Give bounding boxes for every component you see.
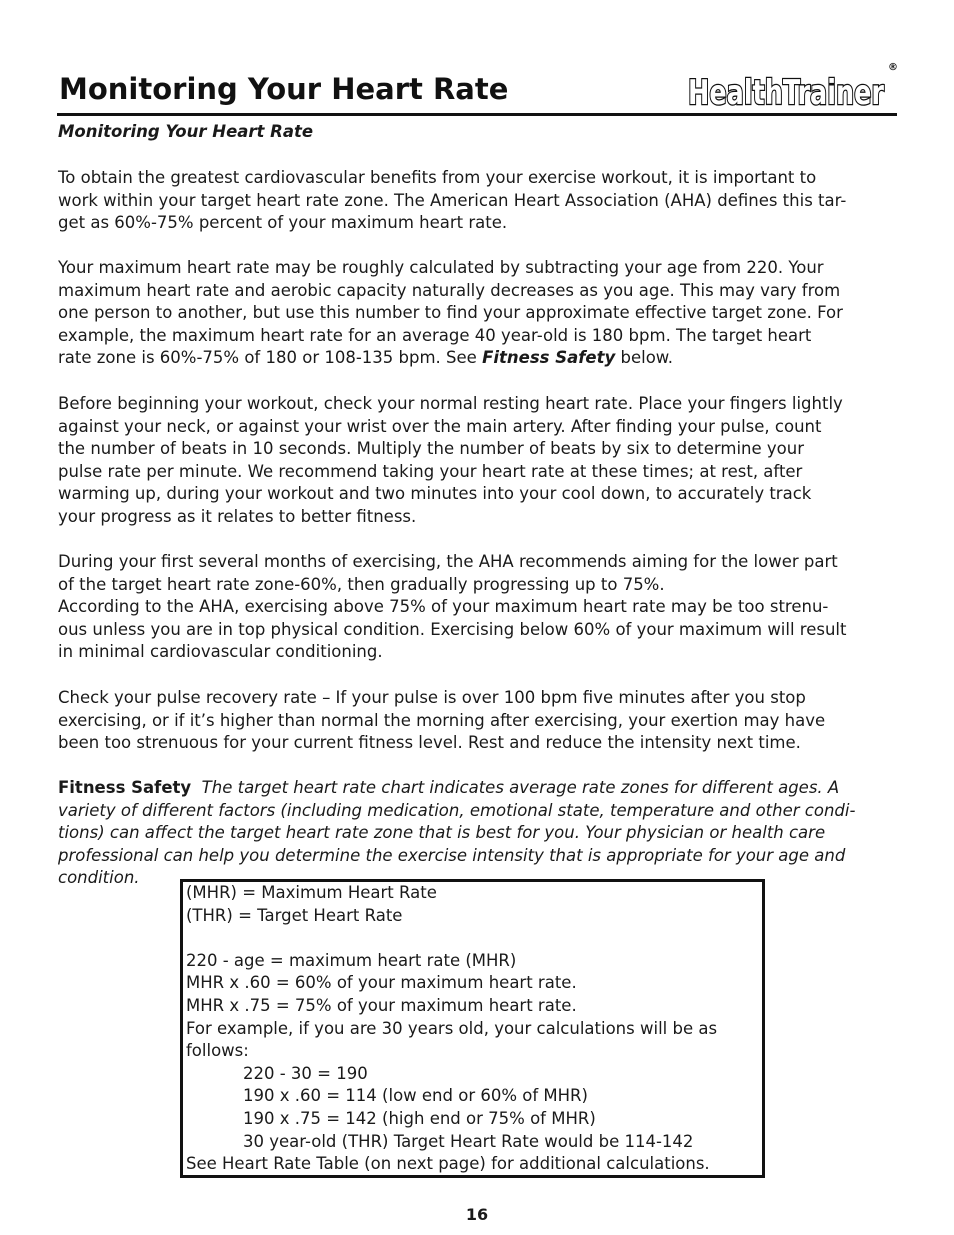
page-title: Monitoring Your Heart Rate — [59, 72, 509, 106]
text-segment: rate zone is 60%-75% of 180 or 108-135 bpm. See — [58, 348, 483, 368]
text-segment: below. — [615, 348, 674, 368]
text-line: tions) can affect the target heart rate zone that is best for you. Your physician or health care — [58, 823, 826, 843]
text-line: professional can help you determine the exercise intensity that is appropriate for your age and — [58, 845, 846, 865]
formula-line: follows: — [186, 1041, 249, 1061]
text-line: Check your pulse recovery rate – If your pulse is over 100 bpm five minutes after you stop — [58, 688, 806, 707]
example-line: 30 year-old (THR) Target Heart Rate would be 114-142 — [243, 1131, 694, 1151]
formula-line: MHR x .60 = 60% of your maximum heart rate. — [186, 973, 577, 993]
text-line: According to the AHA, exercising above 75% of your maximum heart rate may be too strenu- — [58, 597, 829, 617]
paragraph-max-heart-rate — [58, 257, 900, 370]
spacer — [186, 927, 762, 950]
text-line: To obtain the greatest cardiovascular benefits from your exercise workout, it is important to — [58, 168, 817, 187]
box-footer-line: See Heart Rate Table (on next page) for additional calculations. — [186, 1154, 710, 1174]
text-line: the number of beats in 10 seconds. Multiply the number of beats by six to determine your — [58, 439, 805, 459]
text-line: maximum heart rate and aerobic capacity naturally decreases as you age. This may vary from — [58, 280, 841, 300]
definition-line: (THR) = Target Heart Rate — [186, 905, 403, 925]
paragraph-resting-heart-rate — [58, 393, 900, 529]
definition-line: (MHR) = Maximum Heart Rate — [186, 883, 437, 902]
example-line: 220 - 30 = 190 — [243, 1063, 368, 1083]
fitness-safety-reference: Fitness Safety — [482, 348, 616, 368]
section-subtitle: Monitoring Your Heart Rate — [58, 122, 314, 141]
example-line: 190 x .60 = 114 (low end or 60% of MHR) — [243, 1086, 588, 1106]
logo-text: HealthTrainer — [688, 73, 885, 113]
text-line: pulse rate per minute. We recommend taking your heart rate at these times; at rest, after — [58, 461, 803, 481]
text-line: exercising, or if it’s higher than normal the morning after exercising, your exertion may have — [58, 710, 826, 730]
text-line: of the target heart rate zone-60%, then gradually progressing up to 75%. — [58, 574, 665, 594]
text-line: work within your target heart rate zone. The American Heart Association (AHA) defines this tar- — [58, 190, 847, 210]
formula-line: MHR x .75 = 75% of your maximum heart rate. — [186, 995, 577, 1015]
text-line: Before beginning your workout, check your normal resting heart rate. Place your fingers lightly — [58, 394, 843, 413]
text-line: in minimal cardiovascular conditioning. — [58, 642, 383, 662]
paragraph-progression — [58, 551, 900, 664]
text-line — [58, 347, 900, 370]
text-line: been too strenuous for your current fitness level. Rest and reduce the intensity next time. — [58, 733, 801, 753]
paragraph-pulse-recovery — [58, 687, 900, 755]
paragraph-intro — [58, 167, 900, 235]
text-line: your progress as it relates to better fitness. — [58, 506, 417, 526]
text-line: warming up, during your workout and two minutes into your cool down, to accurately track — [58, 484, 812, 504]
formula-line: For example, if you are 30 years old, your calculations will be as — [186, 1018, 718, 1038]
text-line: one person to another, but use this number to find your approximate effective target zone. For — [58, 303, 843, 323]
text-line: Your maximum heart rate may be roughly calculated by subtracting your age from 220. Your — [58, 258, 824, 277]
text-line: During your first several months of exercising, the AHA recommends aiming for the lower part — [58, 552, 838, 571]
heart-rate-calculation-box — [180, 879, 765, 1178]
text-line: ous unless you are in top physical condition. Exercising below 60% of your maximum will result — [58, 619, 847, 639]
text-line: variety of different factors (including medication, emotional state, temperature and other condi- — [58, 800, 856, 820]
formula-line: 220 - age = maximum heart rate (MHR) — [186, 950, 517, 970]
page-number: 16 — [465, 1205, 489, 1224]
fitness-safety-section — [58, 777, 900, 890]
header-rule — [57, 113, 897, 116]
text-segment: The target heart rate chart indicates average rate zones for different ages. A — [201, 778, 840, 797]
text-line: get as 60%-75% percent of your maximum heart rate. — [58, 213, 508, 233]
healthtrainer-logo — [686, 54, 898, 113]
text-line: against your neck, or against your wrist over the main artery. After finding your pulse, count — [58, 416, 822, 436]
fitness-safety-heading: Fitness Safety — [58, 778, 192, 797]
logo-registered-mark: ® — [888, 62, 898, 73]
text-line — [58, 777, 900, 800]
text-line: condition. — [58, 868, 140, 888]
text-line: example, the maximum heart rate for an average 40 year-old is 180 bpm. The target heart — [58, 325, 812, 345]
example-line: 190 x .75 = 142 (high end or 75% of MHR) — [243, 1108, 596, 1128]
